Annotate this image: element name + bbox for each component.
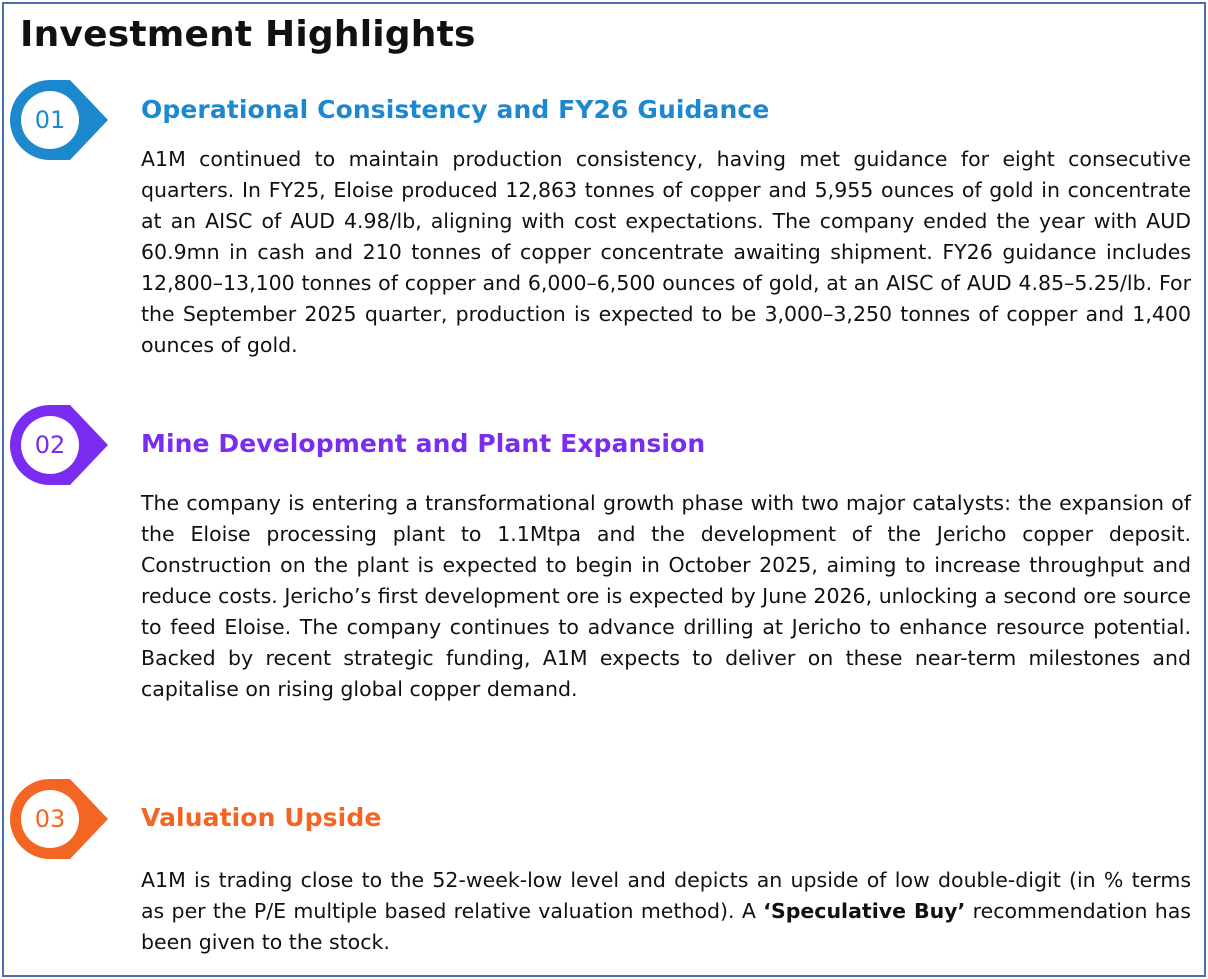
section-body-valuation [141,865,1191,958]
section-heading-valuation: Valuation Upside [141,803,382,832]
section-heading-mine-development: Mine Development and Plant Expansion [141,429,706,458]
section-heading-operational: Operational Consistency and FY26 Guidance [141,95,770,124]
recommendation-quote-open: ‘ [763,899,771,923]
section-badge-03 [8,777,112,861]
body-text: A1M is trading close to the 52-week-low level and depicts an upside of low double-digit (in % terms as per the P/E multiple based relative valuation method). A [141,868,1191,923]
section-badge-01 [8,78,112,162]
section-number: 03 [34,805,66,833]
page-title: Investment Highlights [20,14,476,55]
section-body-operational: A1M continued to maintain production consistency, having met guidance for eight consecutive quarters. In FY25, Eloise produced 12,863 tonnes of copper and 5,955 ounces of gold in concentrate at an AISC of AUD 4.98/lb, aligning with cost expectations. The company ended the year with AUD 60.9mn in cash and 210 tonnes of copper concentrate awaiting shipment. FY26 guidance includes 12,800–13,100 tonnes of copper and 6,000–6,500 ounces of gold, at an AISC of AUD 4.85–5.25/lb. For the September 2025 quarter, production is expected to be 3,000–3,250 tonnes of copper and 1,400 ounces of gold. [141,147,1191,357]
section-badge-02 [8,403,112,487]
recommendation-quote-close: ’ [957,899,966,923]
section-number: 01 [34,106,66,134]
body-text-end: recommendation has been given to the stock. [141,899,1191,954]
recommendation-label: Speculative Buy [770,899,958,923]
section-number: 02 [34,431,66,459]
section-body-mine-development: The company is entering a transformational growth phase with two major catalysts: the expansion of the Eloise processing plant to 1.1Mtpa and the development of the Jericho copper deposit. Construction on the plant is expected to begin in October 2025, aiming to increase throughput and reduce costs. Jericho’s first development ore is expected by June 2026, unlocking a second ore source to feed Eloise. The company continues to advance drilling at Jericho to enhance resource potential. Backed by recent strategic funding, A1M expects to deliver on these near-term milestones and capitalise on rising global copper demand. [141,491,1191,701]
